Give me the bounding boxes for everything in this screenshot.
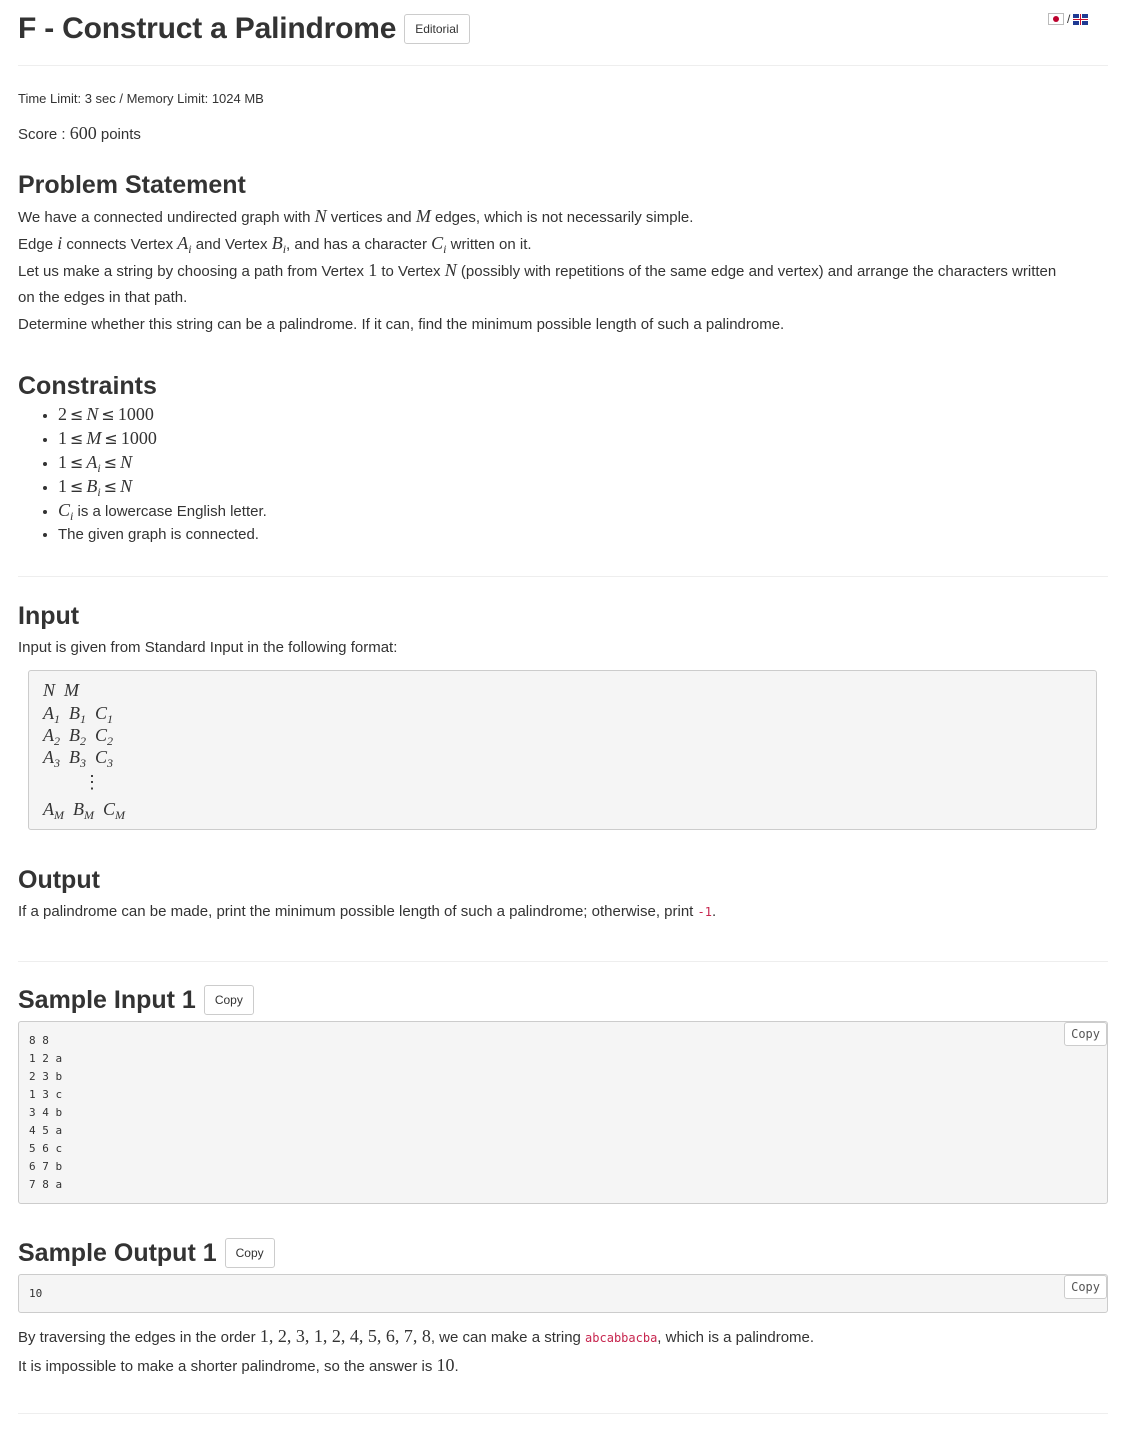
statement-text: to Vertex (377, 263, 445, 280)
explanation-code: abcabbacba (585, 1331, 658, 1345)
editorial-button[interactable]: Editorial (404, 14, 469, 44)
format-line: $A_M$ $B_M$ $C_M$ (43, 799, 126, 822)
constraint-item: • 2 ≤ N ≤ 1000 (58, 403, 618, 427)
statement-p3: Let us make a string by choosing a path from Vertex 1 to Vertex N (possibly with repetitions of the same edge and vertex) and arrange the characters written (18, 260, 1057, 280)
statement-p2: Edge i connects Vertex $A_i$ and Vertex $B_i$, and has a character $C_i$ written on it. (18, 233, 532, 256)
explanation-text: By traversing the edges in the order (18, 1329, 260, 1346)
sample-line: 5 6 c (29, 1142, 63, 1155)
constraint-item: • $1 \le A_i \le N$ (58, 451, 618, 475)
statement-text: and Vertex (191, 236, 272, 253)
sample-line: 4 5 a (29, 1124, 63, 1137)
statement-text: Let us make a string by choosing a path from Vertex (18, 263, 369, 280)
output-text: If a palindrome can be made, print the minimum possible length of such a palindrome; otherwise, print (18, 903, 698, 920)
sample-line: 1 3 c (29, 1088, 63, 1101)
statement-text: connects Vertex (62, 236, 178, 253)
input-heading: Input (18, 602, 80, 630)
sample-line: 6 7 b (29, 1160, 63, 1173)
format-line: $A_2$ $B_2$ $C_2$ (43, 725, 114, 748)
format-line: $A_3$ $B_3$ $C_3$ (43, 747, 114, 770)
title-row (18, 8, 470, 50)
page-title: F - Construct a Palindrome (18, 12, 397, 45)
statement-text: We have a connected undirected graph with (18, 209, 315, 226)
constraint-text: The given graph is connected. (58, 526, 259, 543)
divider (18, 576, 1108, 577)
score-line (18, 120, 141, 148)
sample-input-1-header (18, 985, 254, 1015)
sample-line: 3 4 b (29, 1106, 63, 1119)
constraints-list (18, 403, 618, 546)
sample-output-1-header (18, 1238, 275, 1268)
constraint-item: • 1 ≤ M ≤ 1000 (58, 427, 618, 451)
constraint-item: • $C_i$ is a lowercase English letter. (58, 499, 618, 523)
format-line: $A_1$ $B_1$ $C_1$ (43, 703, 114, 726)
sample-input-1-copy-button[interactable]: Copy (204, 985, 254, 1015)
sample-output-1-copy-inline[interactable]: Copy (1064, 1275, 1107, 1299)
sample-output-1-box (18, 1274, 1108, 1313)
uk-flag-icon[interactable] (1073, 14, 1088, 25)
statement-p3-cont: on the edges in that path. (18, 289, 188, 306)
constraint-item (58, 523, 618, 546)
sample-line: 2 3 b (29, 1070, 63, 1083)
sample-output-1-heading: Sample Output 1 (18, 1239, 217, 1267)
score-label: Score : (18, 126, 70, 143)
sample-line: 8 8 (29, 1034, 49, 1047)
japan-flag-icon[interactable] (1048, 13, 1064, 25)
sample-line: 10 (29, 1287, 43, 1300)
constraint-text: is a lowercase English letter. (73, 503, 267, 520)
divider (18, 961, 1108, 962)
vdots: ⋮ (83, 772, 101, 792)
input-format-box (28, 670, 1097, 830)
sample-line: 7 8 a (29, 1178, 63, 1191)
output-text: . (711, 903, 717, 920)
output-code: -1 (697, 905, 712, 919)
sample-output-1-explanation-1 (18, 1323, 814, 1352)
output-desc (18, 898, 716, 926)
statement-p1: We have a connected undirected graph with N vertices and M edges, which is not necessarily simple. (18, 206, 694, 226)
statement-p4: Determine whether this string can be a palindrome. If it can, find the minimum possible length of such a palindrome. (18, 316, 785, 333)
sample-output-1-explanation-2 (18, 1352, 459, 1380)
statement-text: edges, which is not necessarily simple. (430, 209, 694, 226)
sample-input-1-heading: Sample Input 1 (18, 986, 196, 1014)
explanation-text: It is impossible to make a shorter palindrome, so the answer is (18, 1358, 437, 1375)
format-line: N M (43, 680, 79, 700)
statement-text: written on it. (446, 236, 532, 253)
explanation-sequence: 1, 2, 3, 1, 2, 4, 5, 6, 7, 8 (259, 1326, 431, 1346)
explanation-number: 10 (436, 1355, 455, 1375)
constraint-item: • $1 \le B_i \le N$ (58, 475, 618, 499)
explanation-text: , we can make a string (430, 1329, 586, 1346)
output-heading: Output (18, 866, 100, 894)
statement-heading: Problem Statement (18, 171, 246, 199)
sample-line: 1 2 a (29, 1052, 63, 1065)
sample-input-1-box (18, 1021, 1108, 1204)
lang-separator: / (1067, 12, 1071, 26)
divider (18, 1413, 1108, 1414)
divider (18, 65, 1108, 66)
score-unit: points (96, 126, 141, 143)
input-desc: Input is given from Standard Input in the following format: (18, 639, 398, 656)
limits-line: Time Limit: 3 sec / Memory Limit: 1024 MB (18, 91, 264, 106)
statement-text: vertices and (326, 209, 416, 226)
explanation-text: , which is a palindrome. (657, 1329, 815, 1346)
score-value: 600 (69, 123, 97, 143)
language-switcher (1048, 11, 1088, 27)
explanation-text: . (454, 1358, 459, 1375)
sample-output-1-copy-button[interactable]: Copy (225, 1238, 275, 1268)
statement-text: , and has a character (286, 236, 432, 253)
statement-text: Edge (18, 236, 58, 253)
statement-text: (possibly with repetitions of the same edge and vertex) and arrange the characters written (456, 263, 1057, 280)
constraints-heading: Constraints (18, 372, 157, 400)
sample-input-1-copy-inline[interactable]: Copy (1064, 1022, 1107, 1046)
